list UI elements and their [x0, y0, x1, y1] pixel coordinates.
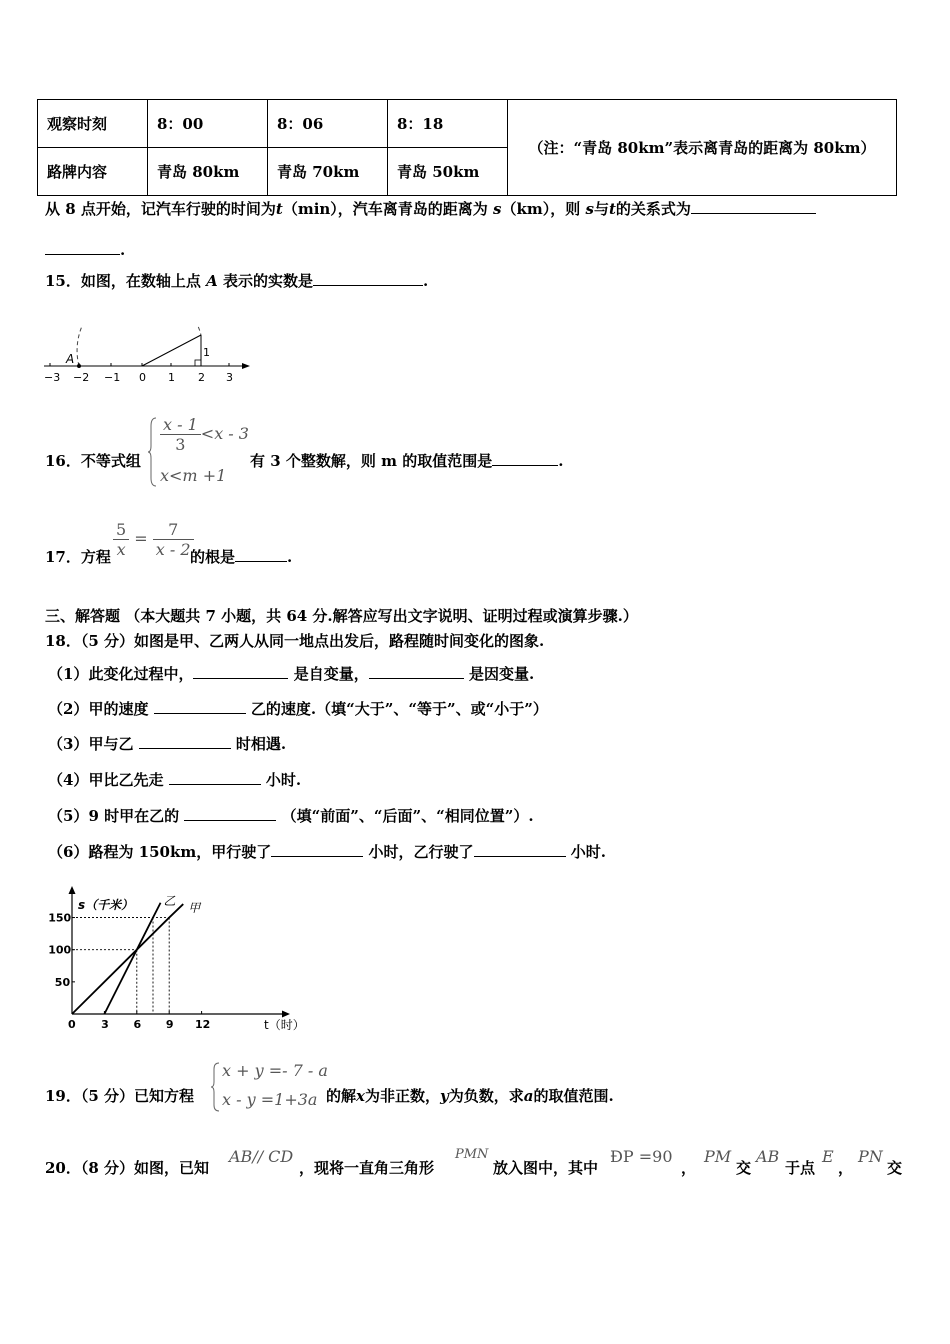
q19-part: 为非正数，: [364, 1087, 440, 1105]
q15-part: 15．如图，在数轴上点: [45, 272, 201, 290]
table-cell: 青岛 80km: [148, 148, 268, 196]
fraction-denominator: 3: [175, 435, 186, 454]
math-pn: PN: [858, 1147, 883, 1166]
fraction-denominator: x: [116, 540, 126, 559]
equation-1: x + y =- 7 - a: [222, 1061, 328, 1080]
q18-item-3: [48, 734, 286, 754]
y-axis-label: s（千米）: [78, 898, 134, 912]
observation-table: [37, 99, 897, 196]
item-label: （4）: [48, 771, 89, 789]
answer-blank[interactable]: [369, 664, 464, 679]
equation: [113, 520, 194, 559]
q16-end: .: [558, 452, 564, 470]
fraction-numerator: x - 1: [160, 415, 201, 435]
x-tick-label: 9: [165, 1018, 174, 1031]
inequality-rhs: <x - 3: [200, 424, 249, 443]
table-cell: 青岛 50km: [388, 148, 508, 196]
item-text: 乙的速度.（填“大于”、“等于”、或“小于”）: [250, 700, 548, 718]
fraction-denominator: x - 2: [155, 540, 191, 559]
x-tick-label: 6: [133, 1018, 142, 1031]
fraction: [153, 520, 194, 559]
q17-part: 的根是: [190, 548, 236, 566]
equals-sign: =: [134, 529, 148, 548]
math-e: E: [822, 1147, 834, 1166]
q15-end: .: [423, 272, 429, 290]
table-note: （注：“青岛 80km”表示离青岛的距离为 80km）: [508, 100, 897, 196]
item-text: 是自变量，: [293, 665, 369, 683]
answer-blank[interactable]: [313, 271, 423, 286]
x-axis-label: t（时）: [264, 1018, 305, 1032]
table-cell: 8：06: [268, 100, 388, 148]
var-a: a: [523, 1087, 534, 1105]
item-text: 甲与乙: [88, 735, 134, 753]
answer-blank[interactable]: [235, 547, 287, 562]
table-cell: 8：18: [388, 100, 508, 148]
x-tick-label: 0: [68, 1018, 76, 1031]
var-s: s: [493, 200, 502, 218]
q20-part: 交: [887, 1159, 903, 1177]
q20-part: ，: [838, 1159, 854, 1177]
q19-text: [326, 1086, 614, 1106]
x-axis-arrow: [282, 1011, 290, 1018]
item-text: 小时.: [265, 771, 302, 789]
q20-part: 于点: [785, 1159, 816, 1177]
q14-part: （km），则: [501, 200, 581, 218]
number-line-figure: [40, 325, 255, 387]
tick-label: 2: [198, 371, 205, 384]
fraction: [160, 415, 201, 454]
q16-label: 16．不等式组: [45, 452, 141, 470]
item-text: 是因变量.: [468, 665, 535, 683]
inequality-2: x<m +1: [160, 466, 227, 485]
tick-label: 0: [139, 371, 146, 384]
item-label: （6）: [48, 843, 89, 861]
q15-part: 表示的实数是: [222, 272, 313, 290]
var-x: x: [356, 1087, 365, 1105]
q20-part: 放入图中，其中: [493, 1159, 599, 1177]
q17-label: 17．方程: [45, 548, 111, 566]
answer-blank[interactable]: [154, 699, 246, 714]
answer-blank[interactable]: [193, 664, 288, 679]
inequality-1: [160, 415, 255, 454]
q18-item-4: [48, 770, 301, 790]
item-text: （填“前面”、“后面”、“相同位置”）.: [281, 807, 534, 825]
tick-label: −1: [104, 371, 121, 384]
answer-blank[interactable]: [691, 199, 816, 214]
fraction-numerator: 5: [113, 520, 129, 540]
q18-item-5: [48, 806, 534, 826]
axis-arrow: [242, 363, 250, 369]
var-t: t: [275, 200, 283, 218]
q18-item-6: [48, 842, 606, 862]
item-text: 9 时甲在乙的: [88, 807, 180, 825]
item-text: 时相遇.: [235, 735, 287, 753]
series-line-甲: [72, 904, 183, 1014]
q18-item-1: [48, 664, 534, 684]
var-t: t: [608, 200, 616, 218]
table-cell: 路牌内容: [38, 148, 148, 196]
section-heading: 三、解答题 （本大题共 7 小题，共 64 分.解答应写出文字说明、证明过程或演算步骤.）: [45, 607, 638, 625]
q19-part: 的取值范围.: [533, 1087, 614, 1105]
q18-item-2: [48, 699, 548, 719]
table-cell: 观察时刻: [38, 100, 148, 148]
tick-label: 3: [226, 371, 233, 384]
item-text: 此变化过程中，: [88, 665, 194, 683]
item-label: （5）: [48, 807, 89, 825]
q20-part: ，现将一直角三角形: [299, 1159, 435, 1177]
answer-blank[interactable]: [492, 451, 558, 466]
y-tick-label: 50: [54, 975, 71, 989]
item-text: 甲的速度: [88, 700, 149, 718]
system-brace: [148, 416, 158, 488]
fraction-numerator: 7: [153, 520, 194, 540]
q17-end: .: [287, 548, 293, 566]
answer-blank[interactable]: [271, 842, 363, 857]
math-pm: PM: [704, 1147, 732, 1166]
height-label: 1: [203, 346, 210, 359]
q14-text: [45, 199, 816, 219]
tick-label: −2: [73, 371, 90, 384]
q18-stem: 18．（5 分）如图是甲、乙两人从同一地点出发后，路程随时间变化的图象.: [45, 632, 545, 650]
q15-text: [45, 271, 428, 291]
point-a-label: A: [66, 352, 75, 366]
q14-text-cont: [45, 240, 125, 260]
y-tick-label: 100: [48, 943, 72, 957]
x-tick-label: 12: [195, 1018, 211, 1031]
table-cell: 青岛 70km: [268, 148, 388, 196]
q20-part: ，: [681, 1159, 697, 1177]
distance-time-chart: [40, 873, 320, 1038]
q19-part: 的解: [326, 1087, 357, 1105]
tick-label: 1: [168, 371, 175, 384]
var-s: s: [585, 200, 594, 218]
item-label: （2）: [48, 700, 89, 718]
q20-label: 20．（8 分）如图，已知: [45, 1159, 210, 1177]
math-ab: AB: [756, 1147, 780, 1166]
q19-label: 19．（5 分）已知方程: [45, 1087, 195, 1105]
system-brace: [211, 1061, 221, 1113]
series-label: 甲: [188, 901, 201, 916]
math-ab-parallel-cd: AB// CD: [229, 1147, 294, 1166]
q14-part: 的关系式为: [615, 200, 691, 218]
math-angle-p: ÐP =90: [610, 1147, 673, 1166]
answer-blank[interactable]: [184, 806, 276, 821]
right-angle-mark: [195, 360, 201, 366]
hypotenuse-line: [142, 335, 201, 366]
q17-text: [190, 547, 292, 567]
q16-text: [250, 451, 563, 471]
answer-blank[interactable]: [45, 240, 120, 255]
y-tick-label: 150: [48, 911, 72, 925]
item-label: （3）: [48, 735, 89, 753]
q20-part: 交: [736, 1159, 752, 1177]
table-cell: 8：00: [148, 100, 268, 148]
q14-end: .: [120, 241, 126, 259]
series-label: 乙: [163, 893, 176, 908]
y-axis-arrow: [69, 886, 76, 894]
answer-blank[interactable]: [474, 842, 566, 857]
x-tick-label: 3: [101, 1018, 109, 1031]
equation-2: x - y =1+3a: [222, 1090, 318, 1109]
q19-part: 为负数，求: [448, 1087, 524, 1105]
q16-part: 有 3 个整数解，则 m 的取值范围是: [250, 452, 493, 470]
answer-blank[interactable]: [169, 770, 261, 785]
item-label: （1）: [48, 665, 89, 683]
var-a: A: [206, 272, 218, 290]
series-line-乙: [104, 903, 160, 1014]
item-text: 小时，乙行驶了: [368, 843, 474, 861]
compass-arc: [77, 325, 201, 366]
item-text: 小时.: [570, 843, 606, 861]
q14-part: 从 8 点开始，记汽车行驶的时间为: [45, 200, 276, 218]
item-text: 甲比乙先走: [88, 771, 164, 789]
math-pmn: PMN: [455, 1147, 489, 1162]
table-row: [38, 100, 897, 148]
q14-part: （min），汽车离青岛的距离为: [282, 200, 488, 218]
answer-blank[interactable]: [139, 734, 231, 749]
var-y: y: [439, 1087, 449, 1105]
fraction: [113, 520, 129, 559]
item-text: 路程为 150km，甲行驶了: [88, 843, 272, 861]
tick-label: −3: [44, 371, 61, 384]
q14-part: 与: [593, 200, 609, 218]
